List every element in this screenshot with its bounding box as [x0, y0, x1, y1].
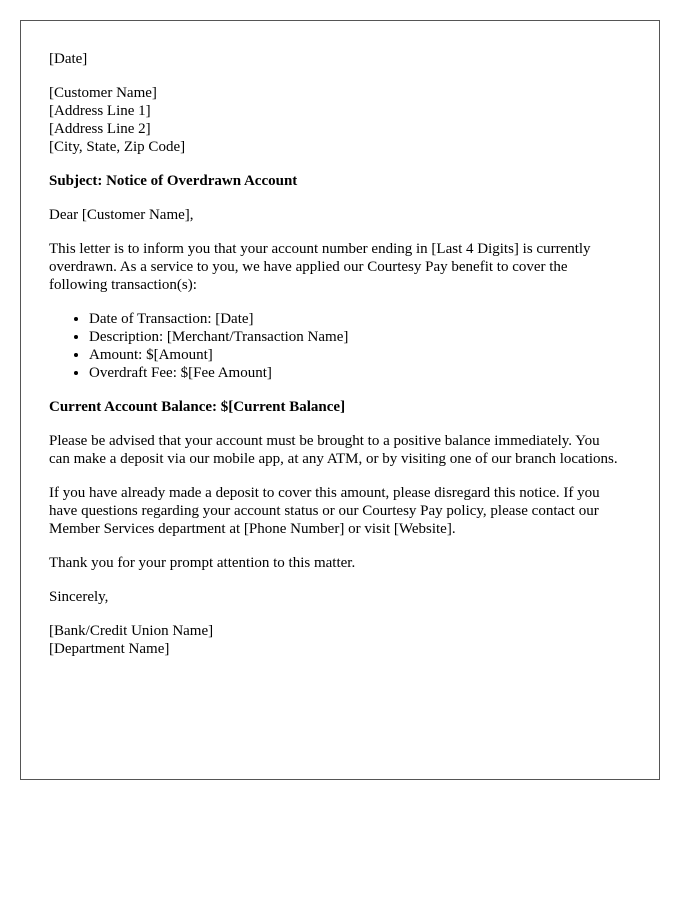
letter-date: [Date]	[49, 51, 88, 67]
current-balance-line: Current Account Balance: $[Current Balance]	[49, 399, 346, 415]
list-item-amount: • Amount: $[Amount]	[89, 346, 619, 364]
transaction-list	[49, 310, 619, 382]
letter-salutation: Dear [Customer Name],	[49, 207, 194, 223]
letter-body	[49, 50, 619, 674]
intro-paragraph: This letter is to inform you that your account number ending in [Last 4 Digits] is currently overdrawn. As a service to you, we have applied our Courtesy Pay benefit to cover the following transaction(s):	[49, 241, 591, 293]
address-customer-name: [Customer Name]	[49, 85, 157, 101]
letter-subject: Subject: Notice of Overdrawn Account	[49, 173, 298, 189]
disregard-paragraph: If you have already made a deposit to cover this amount, please disregard this notice. If you have questions regarding your account status or our Courtesy Pay policy, please contact our Member Services department at [Phone Number] or visit [Website].	[49, 485, 600, 537]
signature-bank-name: [Bank/Credit Union Name]	[49, 623, 214, 639]
list-item-overdraft-fee: • Overdraft Fee: $[Fee Amount]	[89, 364, 619, 382]
advice-paragraph: Please be advised that your account must be brought to a positive balance immediately. You can make a deposit via our mobile app, at any ATM, or by visiting one of our branch locations.	[49, 433, 618, 467]
recipient-address	[49, 84, 619, 156]
list-item-description: • Description: [Merchant/Transaction Name]	[89, 328, 619, 346]
letter-frame	[20, 20, 660, 780]
signature-department-name: [Department Name]	[49, 641, 170, 657]
thank-you-line: Thank you for your prompt attention to this matter.	[49, 555, 356, 571]
letter-closing: Sincerely,	[49, 589, 109, 605]
address-line-1: [Address Line 1]	[49, 103, 151, 119]
signature-block	[49, 622, 619, 658]
address-line-2: [Address Line 2]	[49, 121, 151, 137]
address-city-state-zip: [City, State, Zip Code]	[49, 139, 186, 155]
list-item-transaction-date: • Date of Transaction: [Date]	[89, 310, 619, 328]
